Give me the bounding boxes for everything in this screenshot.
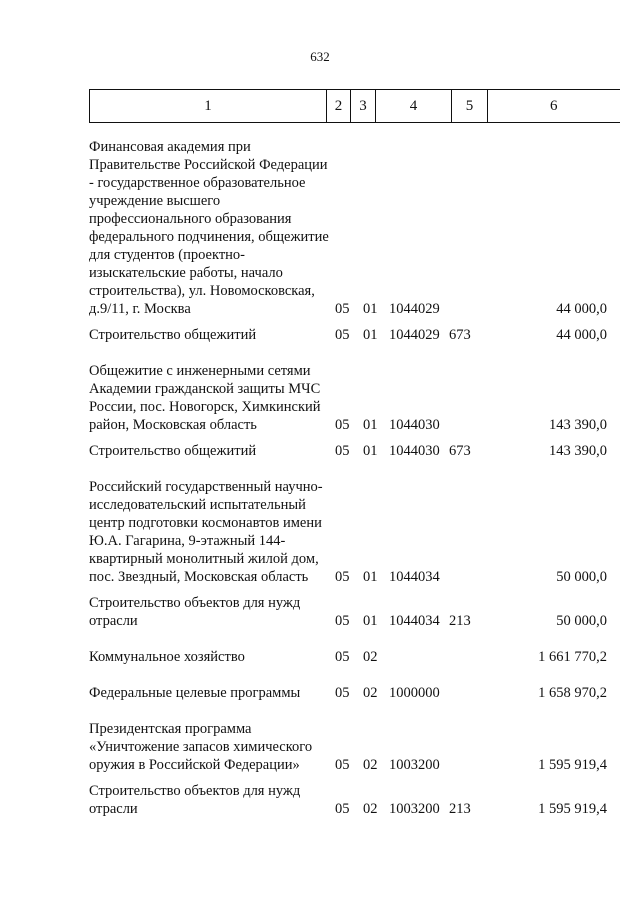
row-name: Строительство объектов для нужд отрасли [89,783,301,817]
row-subsection: 01 [363,613,378,629]
row-name: Строительство общежитий [89,327,257,343]
row-section: 05 [335,757,350,773]
row-amount: 1 658 970,2 [538,685,607,701]
row-name: Общежитие с инженерными сетями Академии гражданской защиты МЧС России, пос. Новогорск, Химкинский район, Московская область [89,363,321,433]
row-section: 05 [335,649,350,665]
row-name: Финансовая академия при Правительстве Российской Федерации - государственное образовательное учреждение высшего профессионального образования федерального подчинения, общежитие для студентов (проектно-изыскательские работы, начало строительства), ул. Новомосковская, д.9/11, г. Москва [89,139,329,317]
row-target-code: 1003200 [389,757,440,773]
table-row [89,634,619,670]
row-subsection: 01 [363,417,378,433]
row-amount: 1 595 919,4 [538,757,607,773]
row-expense-type [449,464,485,590]
row-target-code: 1044030 [389,443,440,459]
row-section: 05 [335,443,350,459]
row-target-code: 1044034 [389,613,440,629]
row-subsection: 01 [363,301,378,317]
row-expense-type [449,706,485,778]
column-header-2: 2 [327,90,351,123]
row-amount: 44 000,0 [556,327,607,343]
row-target-code: 1044029 [389,327,440,343]
row-subsection: 01 [363,569,378,585]
row-section: 05 [335,327,350,343]
row-subsection: 02 [363,801,378,817]
column-header-6: 6 [488,90,620,123]
row-name: Российский государственный научно-исследовательский испытательный центр подготовки космонавтов имени Ю.А. Гагарина, 9-этажный 144-квартирный монолитный жилой дом, пос. Звездный, Московская область [89,479,323,585]
row-section: 05 [335,417,350,433]
column-header-4: 4 [376,90,452,123]
table-row [89,670,619,706]
row-expense-type [449,670,485,706]
budget-table [89,134,619,822]
row-amount: 1 595 919,4 [538,801,607,817]
row-subsection: 02 [363,757,378,773]
row-section: 05 [335,613,350,629]
row-name: Строительство общежитий [89,443,257,459]
column-header-1: 1 [90,90,327,123]
row-expense-type: 673 [449,443,471,459]
row-section: 05 [335,301,350,317]
row-name: Президентская программа «Уничтожение запасов химического оружия в Российской Федерации» [89,721,313,773]
row-target-code: 1044030 [389,417,440,433]
row-expense-type [449,134,485,322]
page-number: 632 [310,49,330,64]
row-section: 05 [335,685,350,701]
column-header-row [90,90,620,123]
table-row [89,706,619,778]
row-expense-type: 213 [449,613,471,629]
column-header-table [89,89,620,123]
row-section: 05 [335,569,350,585]
row-subsection: 02 [363,649,378,665]
table-row [89,438,619,464]
row-target-code: 1000000 [389,685,440,701]
row-amount: 143 390,0 [549,417,607,433]
table-row [89,590,619,634]
row-name: Федеральные целевые программы [89,685,301,701]
row-expense-type [449,634,485,670]
row-name: Строительство объектов для нужд отрасли [89,595,301,629]
row-amount: 50 000,0 [556,613,607,629]
row-target-code [389,634,449,670]
table-row [89,464,619,590]
row-amount: 1 661 770,2 [538,649,607,665]
row-name: Коммунальное хозяйство [89,649,245,665]
table-row [89,778,619,822]
row-section: 05 [335,801,350,817]
row-subsection: 01 [363,327,378,343]
row-target-code: 1044034 [389,569,440,585]
row-expense-type: 213 [449,801,471,817]
row-expense-type [449,348,485,438]
row-expense-type: 673 [449,327,471,343]
row-amount: 44 000,0 [556,301,607,317]
table-row [89,348,619,438]
table-row [89,134,619,322]
row-amount: 50 000,0 [556,569,607,585]
row-target-code: 1003200 [389,801,440,817]
row-target-code: 1044029 [389,301,440,317]
row-subsection: 01 [363,443,378,459]
table-row [89,322,619,348]
column-header-5: 5 [452,90,488,123]
row-subsection: 02 [363,685,378,701]
column-header-3: 3 [351,90,376,123]
row-amount: 143 390,0 [549,443,607,459]
